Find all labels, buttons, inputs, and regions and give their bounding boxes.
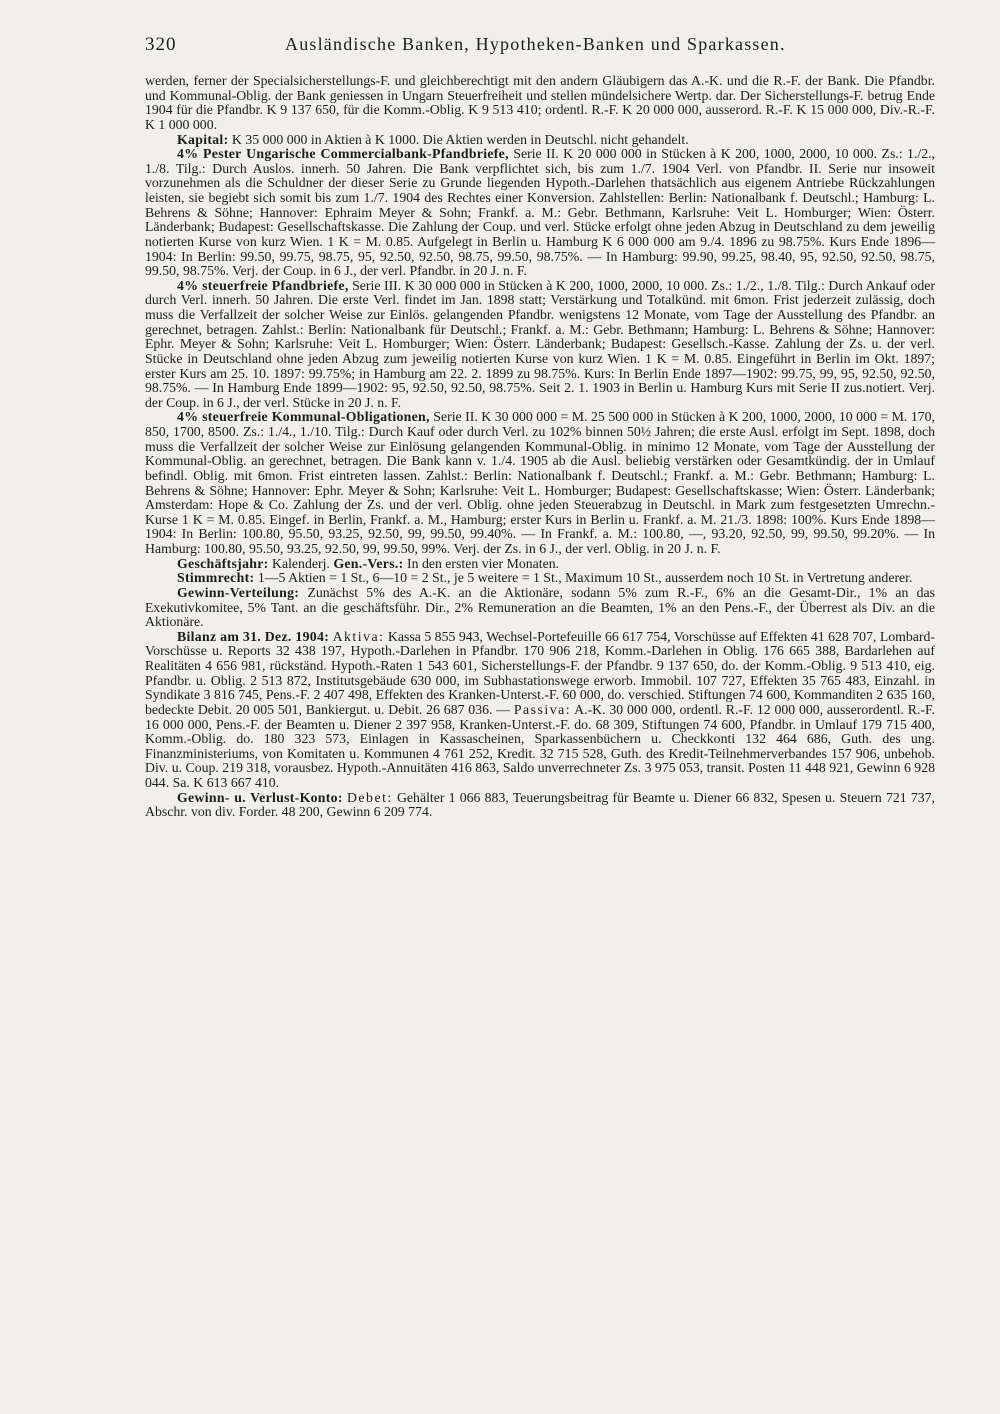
paragraph-text: K 35 000 000 in Aktien à K 1000. Die Aktien werden in Deutschl. nicht gehandelt. — [231, 131, 689, 147]
paragraph-gewinn-verteilung — [145, 586, 935, 630]
running-title: Ausländische Banken, Hypotheken-Banken und Sparkassen. — [285, 34, 786, 54]
paragraph-pfandbriefe-serie-ii — [145, 147, 935, 279]
section-heading: Geschäftsjahr: — [177, 555, 269, 571]
section-heading: Gewinn- u. Verlust-Konto: — [177, 789, 343, 805]
paragraph-text: Serie II. K 30 000 000 = M. 25 500 000 in Stücken à K 200, 1000, 2000, 10 000 = M. 170, 850, 1700, 8500. Zs.: 1./4., 1./10. Tilg.: Durch Kauf oder durch Verl. zu 102% binnen 50½ Jahren; die erste Ausl. erfolgt im Sept. 1898, doch muss die Verfallzeit der solcher Weise zur Einlösung gelangenden Kommunal-Oblig. in minimo 12 Monate, vom Tage der Ausstellung der Kommunal-Oblig. an gerechnet, betragen. Die Bank kann v. 1./4. 1905 ab die Ausl. beliebig verstärken oder Gesamtkündig. der in Umlauf befindl. Oblig. mit 6mon. Frist eintreten lassen. Zahlst.: Berlin: Nationalbank f. Deutschl.; Frankf. a. M.: Gebr. Bethmann; Hamburg: L. Behrens & Söhne; Hannover: Ephr. Meyer & Sohn; Karlsruhe: Veit L. Homburger; Budapest: Gesellschaftskasse; Wien: Österr. Länderbank; Amsterdam: Hope & Co. Zahlung der Zs. und der verl. Oblig. ohne jeden Steuerabzug in Deutschl. in Mark zum festgesetzten Umrechn.-Kurse 1 K = M. 0.85. Eingef. in Berlin, Frankf. a. M., Hamburg; erster Kurs in Berlin u. Frankf. a. M. 21./3. 1898: 100%. Kurs Ende 1898—1904: In Berlin: 100.80, 95.50, 93.25, 92.50, 99, 99.50, 99.40%. — In Frankf. a. M.: 100.80, —, 93.20, 92.50, 99, 99.50, 99.20%. — In Hamburg: 100.80, 95.50, 93.25, 92.50, 99, 99.50, 99%. Verj. der Zs. in 6 J., der verl. Oblig. in 20 J. n. F. — [145, 409, 935, 556]
paragraph-text: Kalenderj. — [272, 555, 330, 571]
section-heading: 4% steuerfreie Pfandbriefe, — [177, 277, 349, 293]
paragraph-text: A.-K. 30 000 000, ordentl. R.-F. 12 000 000, ausserordentl. R.-F. 16 000 000, Pens.-F. der Beamten u. Diener 2 397 958, Kranken-Unterst.-F. do. 68 309, Stiftungen 74 600, Pfandbr. in Umlauf 179 715 400, Komm.-Oblig. do. 180 323 573, Einlagen in Kassascheinen, Sparkassenbüchern u. Checkkonti 132 464 686, Guth. des ung. Finanzministeriums, von Komitaten u. Kommunen 4 761 252, Kredit. 32 715 528, Guth. des Kredit-Teilnehmerverbandes 157 906, unbehob. Div. u. Coup. 219 318, vorausbez. Hypoth.-Annuitäten 416 863, Saldo unverrechneter Zs. 3 975 053, transit. Posten 11 448 921, Gewinn 6 928 044. Sa. K 613 667 410. — [145, 701, 935, 790]
paragraph-stimmrecht — [145, 571, 935, 586]
aktiva-label: Aktiva: — [332, 628, 385, 644]
text-column — [145, 74, 935, 820]
paragraph-bilanz — [145, 630, 935, 791]
paragraph-gewinn-verlust — [145, 791, 935, 820]
paragraph-continuation — [145, 74, 935, 133]
paragraph-geschaeftsjahr — [145, 557, 935, 572]
paragraph-text: Zunächst 5% des A.-K. an die Aktionäre, sodann 5% zum R.-F., 6% an die Gesamt-Dir., 1% an das Exekutivkomitee, 5% Tant. an die geschäftsführ. Dir., 2% Remuneration an die Beamten, 1% an den Pens.-F., der Überrest als Div. an die Aktionäre. — [145, 584, 936, 630]
paragraph-text: Serie III. K 30 000 000 in Stücken à K 200, 1000, 2000, 10 000. Zs.: 1./2., 1./8. Tilg.: Durch Ankauf oder durch Verl. innerh. 50 Jahren. Die erste Verl. findet im Jan. 1898 statt; Verstärkung und Totalkünd. mit 6mon. Frist jederzeit zulässig, doch muss die Verfallzeit der solcher Weise zur Einlös. gelangenden Pfandbr. wenigstens 12 Monate, vom Tage der Ausstellung des Pfandbr. an gerechnet, betragen. Zahlst.: Berlin: Nationalbank für Deutschl.; Frankf. a. M.: Gebr. Bethmann; Hamburg: L. Behrens & Söhne; Hannover: Ephr. Meyer & Sohn; Karlsruhe: Veit L. Homburger; Wien: Österr. Länderbank; Budapest: Gesellsch.-Kasse. Zahlung der Zs. u. der verl. Stücke in Deutschland ohne jeden Abzug zum jeweilig notierten Kurse von kurz Wien. 1 K = M. 0.85. Eingeführt in Berlin im Okt. 1897; erster Kurs am 25. 10. 1897: 99.75%; in Hamburg am 22. 2. 1899 zu 98.75%. Kurs: In Berlin Ende 1897—1902: 99.75, 99, 95, 92.50, 92.50, 98.75%. — In Hamburg Ende 1899—1902: 95, 92.50, 92.50, 98.75%. Seit 2. 1. 1903 in Berlin u. Hamburg Kurs mit Serie II zus.notiert. Verj. der Coup. in 6 J., der verl. Stücke in 20 J. n. F. — [145, 277, 935, 410]
section-heading: Stimmrecht: — [177, 570, 255, 586]
paragraph-pfandbriefe-serie-iii — [145, 279, 935, 411]
paragraph-text: werden, ferner der Specialsicherstellungs-F. und gleichberechtigt mit den andern Gläubigern das A.-K. und die R.-F. der Bank. Die Pfandbr. und Kommunal-Oblig. der Bank geniessen in Ungarn Steuerfreiheit und stellen mündelsichere Wertp. dar. Der Sicherstellungs-F. betrug Ende 1904 für die Pfandbr. K 9 137 650, für die Komm.-Oblig. K 9 513 410; ordentl. R.-F. K 20 000 000, ausserord. R.-F. K 15 000 000, Div.-R.-F. K 1 000 000. — [145, 73, 935, 132]
paragraph-text: 1—5 Aktien = 1 St., 6—10 = 2 St., je 5 weitere = 1 St., Maximum 10 St., ausserdem noch 10 St. in Vertretung anderer. — [257, 570, 913, 586]
page-number: 320 — [145, 34, 177, 55]
paragraph-text: Serie II. K 20 000 000 in Stücken à K 200, 1000, 2000, 10 000. Zs.: 1./2., 1./8. Tilg.: Durch Auslos. innerh. 50 Jahren. Die Bank verpflichtet sich, bis zum 1./7. 1904 Verl. von Pfandbr. II. Serie nur insoweit vorzunehmen als die Schuldner der dieser Serie zu Grunde liegenden Hypoth.-Darlehen thatsächlich aus eigenem Antriebe Rückzahlungen leisten, sie begiebt sich somit bis zum 1./7. 1904 des Rechtes einer Konversion. Zahlstellen: Berlin: Nationalbank f. Deutschl.; Hamburg: L. Behrens & Söhne; Hannover: Ephraim Meyer & Sohn; Frankf. a. M.: Gebr. Bethmann, Karlsruhe: Veit L. Homburger; Wien: Österr. Länderbank; Budapest: Gesellschaftskasse. Die Zahlung der Coup. und verl. Stücke erfolgt ohne jeden Abzug in Deutschland zu dem jeweilig notierten Kurse von kurz Wien. 1 K = M. 0.85. Aufgelegt in Berlin u. Hamburg K 6 000 000 am 9./4. 1896 zu 98.75%. Kurs Ende 1896—1904: In Berlin: 99.50, 99.75, 98.75, 95, 92.50, 92.50, 98.75, 99.50, 98.75%. — In Hamburg: 99.90, 99.25, 98.40, 95, 92.50, 92.50, 98.75, 99.50, 98.75%. Verj. der Coup. in 6 J., der verl. Pfandbr. in 20 J. n. F. — [145, 146, 936, 279]
section-heading: 4% steuerfreie Kommunal-Obligationen, — [177, 409, 430, 425]
passiva-label: Passiva: — [513, 701, 572, 717]
section-heading: Kapital: — [177, 131, 229, 147]
paragraph-kapital — [145, 133, 935, 148]
paragraph-kommunal-obligationen — [145, 410, 935, 556]
paragraph-text: In den ersten vier Monaten. — [407, 555, 560, 571]
section-heading: Gewinn-Verteilung: — [177, 584, 300, 600]
section-heading-gen-vers: Gen.-Vers.: — [333, 555, 404, 571]
section-heading: Bilanz am 31. Dez. 1904: — [177, 628, 330, 644]
paragraph-text: Gehälter 1 066 883, Teuerungsbeitrag für Beamte u. Diener 66 832, Spesen u. Steuern 721 737, Abschr. von div. Forder. 48 200, Gewinn 6 209 774. — [145, 789, 935, 820]
paragraph-text: Kassa 5 855 943, Wechsel-Portefeuille 66 617 754, Vorschüsse auf Effekten 41 628 707, Lombard-Vorschüsse u. Reports 32 438 197, Hypoth.-Darlehen in Pfandbr. 170 906 218, Komm.-Darlehen in Oblig. 176 665 388, Bardarlehen auf Realitäten 4 656 981, rückständ. Hypoth.-Raten 1 543 601, Sicherstellungs-F. der Pfandbr. 9 137 650, do. der Komm.-Oblig. 9 513 410, eig. Pfandbr. u. Oblig. 2 513 872, Institutsgebäude 630 000, im Subhastationswege erworb. Immobil. 107 727, Effekten 35 765 483, Einzahl. in Syndikate 3 816 745, Pens.-F. 2 407 498, Effekten des Kranken-Unterst.-F. 60 000, do. verschied. Stiftungen 74 600, Kommanditen 2 635 160, bedeckte Debit. 20 005 501, Bankiergut. u. Debit. 26 687 036. — — [145, 628, 936, 717]
debet-label: Debet: — [346, 789, 393, 805]
section-heading: 4% Pester Ungarische Commercialbank-Pfandbriefe, — [177, 146, 509, 162]
page-header — [145, 34, 935, 62]
